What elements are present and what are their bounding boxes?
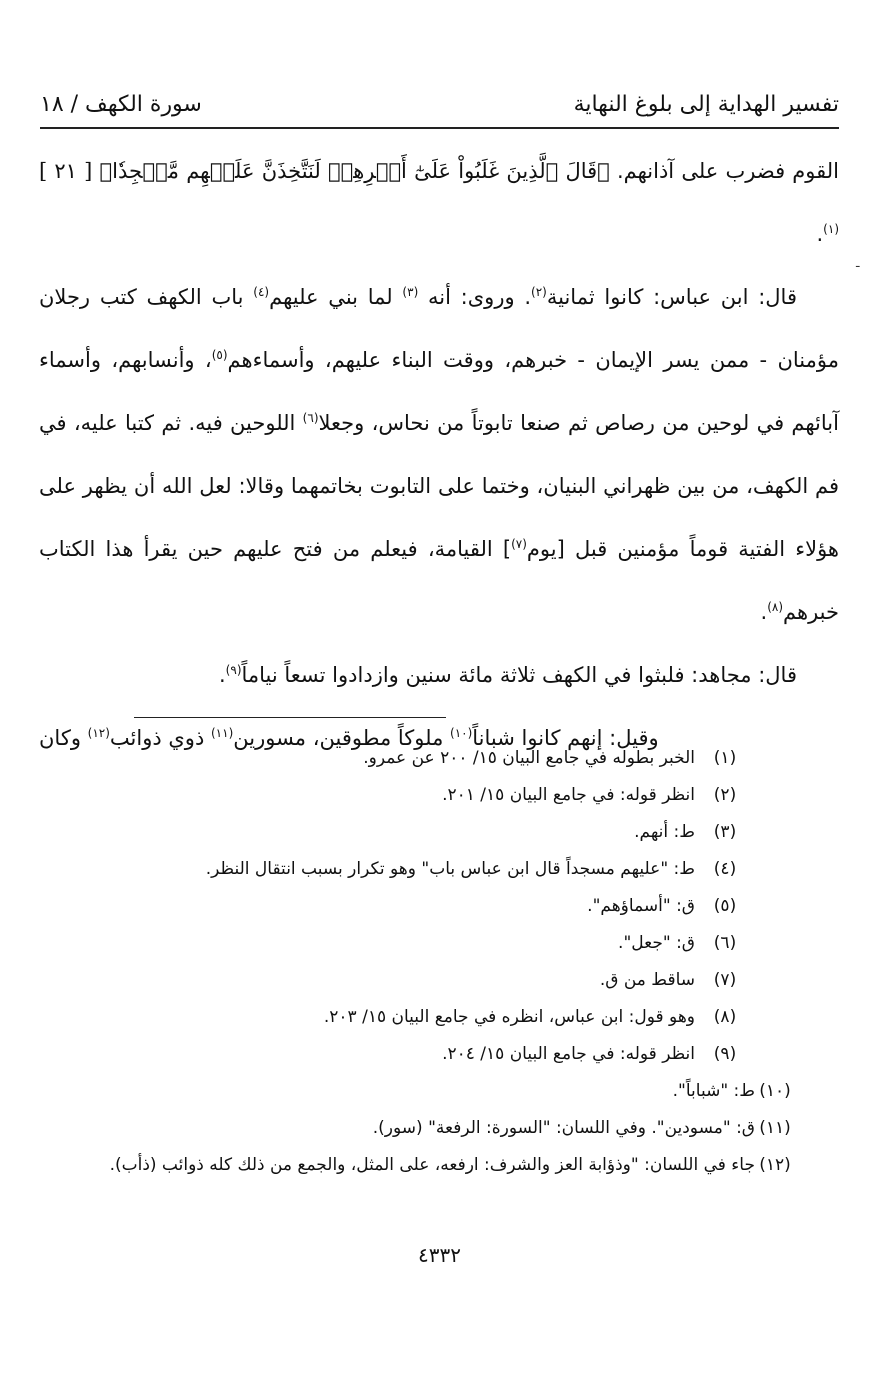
- text-run: ] القيامة، فيعلم من فتح عليهم حين يقرأ هذا الكتاب خبرهم: [39, 537, 839, 624]
- footnote-number: (٦): [713, 933, 737, 953]
- text-run: لما بني عليهم: [269, 285, 403, 309]
- page-number: ٤٣٣٢: [418, 1243, 461, 1267]
- footnote-number: (٥): [713, 896, 737, 916]
- header-rule: [40, 127, 839, 129]
- footnote-separator: [134, 717, 446, 718]
- text-run: ملوكاً مطوقين، مسورين: [233, 726, 450, 750]
- footnote-number: (٩): [713, 1044, 737, 1064]
- footnote-item: [35, 814, 755, 851]
- text-run: .: [760, 600, 768, 624]
- text-run: ، وأنسابهم، وأسماء آبائهم في لوحين من رصاص ثم صنعا تابوتاً من نحاس، وجعلا: [39, 348, 839, 435]
- footnote-text: الخبر بطوله في جامع البيان ١٥/ ٢٠٠ عن عمرو.: [363, 748, 695, 768]
- footnote-number: (٣): [713, 822, 737, 842]
- text-run: .: [218, 663, 226, 687]
- footnote-item: [35, 999, 755, 1036]
- text-run: باب الكهف كتب رجلان مؤمنان - ممن يسر الإيمان - خبرهم، ووقت البناء عليهم، وأسماءهم: [39, 285, 839, 372]
- footnote-text: ط: "شباباً".: [672, 1081, 755, 1101]
- text-run: قال: مجاهد: فلبثوا في الكهف ثلاثة مائة سنين وازدادوا تسعاً نياماً: [241, 663, 797, 687]
- text-run: ذوي ذوائب: [109, 726, 211, 750]
- running-header: [40, 84, 839, 124]
- footnote-item: [35, 740, 755, 777]
- text-run: قال: ابن عباس: كانوا ثمانية: [546, 285, 797, 309]
- footnote-text: ق: "جعل".: [618, 933, 695, 953]
- footnote-ref: (٦): [302, 411, 319, 425]
- quran-verse: ﴿قَالَ ٱلَّذِينَ غَلَبُواْ عَلَىٰٓ أَمۡرِهِمۡ لَنَتَّخِذَنَّ عَلَيۡهِم مَّسۡجِدٗا﴾: [99, 159, 610, 183]
- footnote-number: (٧): [713, 970, 737, 990]
- text-run: اللوحين فيه. ثم كتبا عليه، في فم الكهف، من بين ظهراني البنيان، وختما على التابوت بخاتمهما وقالا: لعل الله أن يظهر على هؤلاء الفتية قوماً مؤمنين قبل [يوم: [39, 411, 839, 561]
- footnote-ref: (١٢): [87, 726, 110, 740]
- footnote-text: ساقط من ق.: [599, 970, 695, 990]
- footnote-ref: (٢): [531, 285, 547, 299]
- footnote-ref: (١١): [210, 726, 234, 740]
- footnote-text: انظر قوله: في جامع البيان ١٥/ ٢٠٤.: [442, 1044, 695, 1064]
- footnote-ref: (١٠): [450, 726, 473, 740]
- footnote-item: [35, 777, 755, 814]
- footnote-text: ط: أنهم.: [634, 822, 695, 842]
- footnote-number: (١١): [759, 1118, 791, 1138]
- footnote-number: (١٠): [759, 1081, 791, 1101]
- text-run: وقيل: إنهم كانوا شباناً: [472, 726, 659, 750]
- footnote-ref: (٨): [767, 600, 784, 614]
- text-run: . وروى: أنه: [418, 285, 532, 309]
- footnote-ref: (١): [823, 222, 839, 236]
- footnote-number: (٨): [713, 1007, 737, 1027]
- footnote-item: [35, 1036, 755, 1073]
- footnote-item: [35, 851, 755, 888]
- footnote-text: ط: "عليهم مسجداً قال ابن عباس باب" وهو تكرار بسبب انتقال النظر.: [205, 859, 695, 879]
- footnote-number: (٢): [713, 785, 737, 805]
- footnote-text: وهو قول: ابن عباس، انظره في جامع البيان ١٥/ ٢٠٣.: [323, 1007, 695, 1027]
- paragraph-3: [39, 644, 839, 707]
- paragraph-1: [39, 140, 839, 266]
- footnote-item: [35, 888, 755, 925]
- footnote-ref: (٣): [402, 285, 419, 299]
- paragraph-2: [39, 266, 839, 644]
- footnote-text: جاء في اللسان: "وذؤابة العز والشرف: ارفعه، على المثل، والجمع من ذلك كله ذوائب (ذأب).: [109, 1155, 755, 1175]
- book-title: تفسير الهداية إلى بلوغ النهاية: [573, 91, 839, 117]
- footnote-item: [35, 1073, 791, 1110]
- footnote-ref: (٩): [225, 663, 242, 677]
- main-text: [39, 140, 839, 770]
- footnote-item: [35, 1110, 791, 1147]
- footnote-ref: (٥): [211, 348, 228, 362]
- footnote-number: (٤): [713, 859, 737, 879]
- footnote-text: ق: "مسودين". وفي اللسان: "السورة: الرفعة" (سور).: [372, 1118, 755, 1138]
- footnote-item: [35, 962, 755, 999]
- footnote-item: [35, 925, 755, 962]
- text-run: وكان: [39, 726, 88, 750]
- footnote-item: [35, 1147, 791, 1184]
- footnote-number: (١): [713, 748, 737, 768]
- footnotes-list: [35, 740, 791, 1184]
- footnote-text: ق: "أسماؤهم".: [587, 896, 695, 916]
- surah-reference: سورة الكهف / ١٨: [40, 91, 202, 117]
- text-run: .: [816, 222, 824, 246]
- text-run: القوم فضرب على آذانهم.: [609, 159, 840, 183]
- verse-number: [ ٢١ ]: [39, 159, 100, 183]
- footnote-ref: (٤): [253, 285, 270, 299]
- footnote-ref: (٧): [511, 537, 527, 551]
- footnote-text: انظر قوله: في جامع البيان ١٥/ ٢٠١.: [442, 785, 695, 805]
- footnote-number: (١٢): [759, 1155, 791, 1175]
- margin-mark: ـ: [856, 256, 860, 270]
